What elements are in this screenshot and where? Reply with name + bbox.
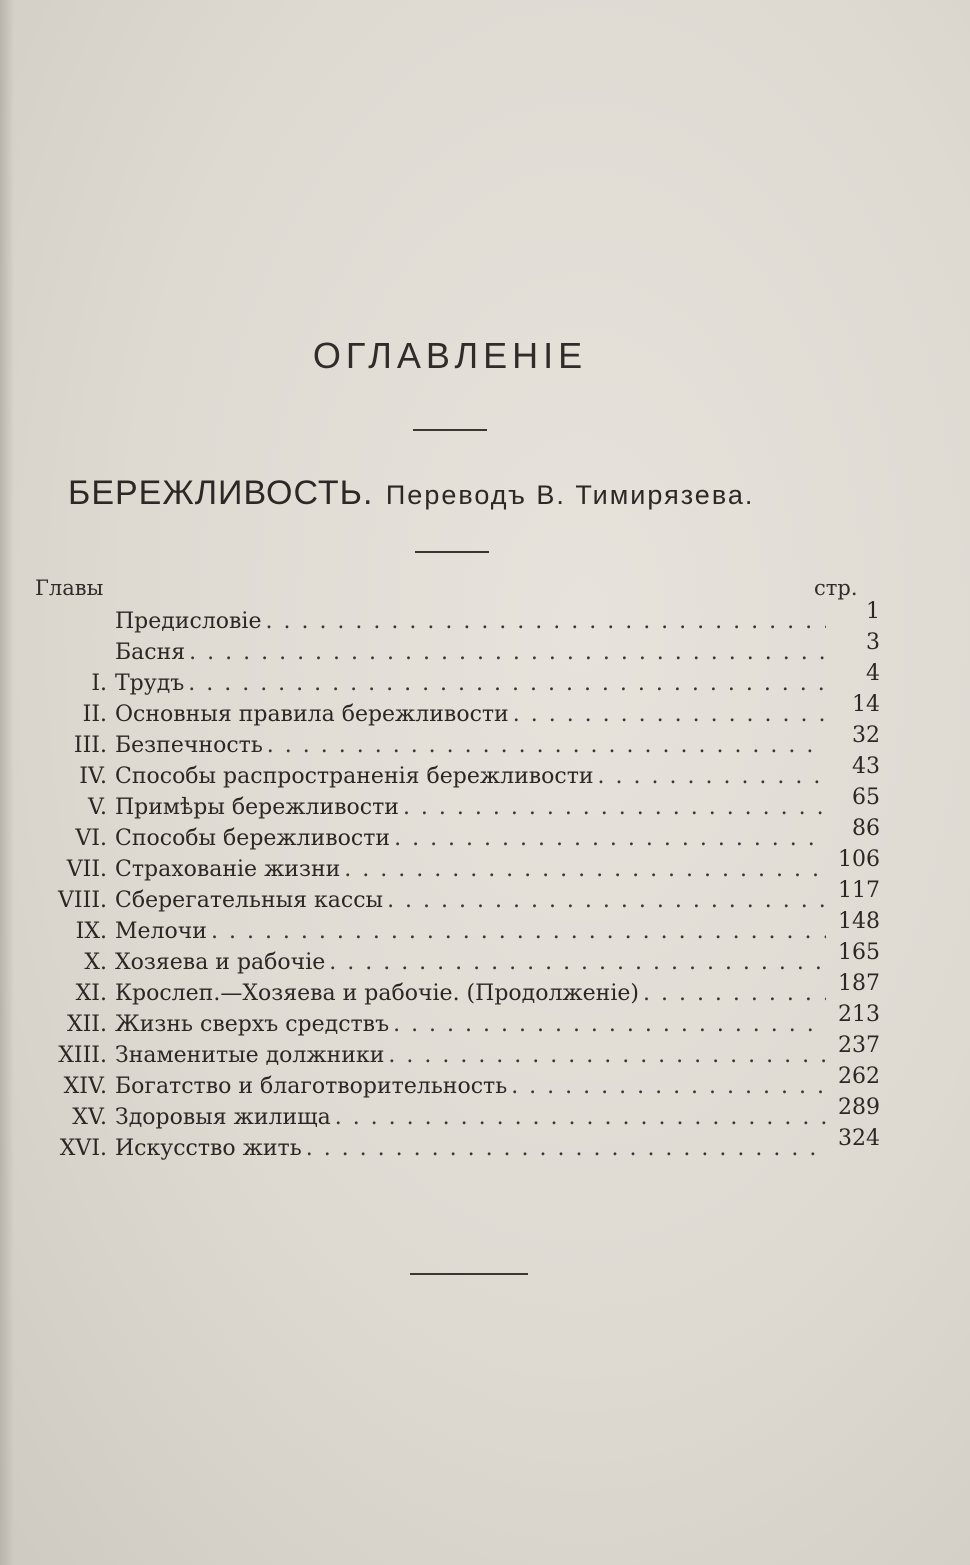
page-number: 14 <box>852 692 880 717</box>
chapters-column-header: Главы <box>35 576 104 600</box>
chapter-title: Искусство жить <box>115 1136 302 1161</box>
chapter-number: IX. <box>75 919 107 944</box>
toc-entry <box>30 754 880 792</box>
page-number: 4 <box>866 661 880 686</box>
chapter-number: XI. <box>75 981 107 1006</box>
page-number: 213 <box>838 1002 880 1027</box>
toc-entry <box>30 1033 880 1071</box>
chapter-number: V. <box>87 795 107 820</box>
dot-leader <box>306 1133 826 1164</box>
toc-entry <box>30 1002 880 1040</box>
toc-entry <box>30 1095 880 1133</box>
chapter-number: X. <box>84 950 107 975</box>
page-number: 148 <box>838 909 880 934</box>
dot-leader <box>267 730 826 761</box>
page-number: 237 <box>838 1033 880 1058</box>
chapter-title: Безпечность <box>115 733 263 758</box>
dot-leader <box>403 792 826 823</box>
chapter-number: XIV. <box>63 1074 107 1099</box>
chapter-number: III. <box>73 733 107 758</box>
dot-leader <box>598 761 826 792</box>
page-binding-shadow <box>0 0 14 1565</box>
toc-entry <box>30 878 880 916</box>
page-number: 32 <box>852 723 880 748</box>
toc-entry <box>30 971 880 1009</box>
page-number: 289 <box>838 1095 880 1120</box>
chapter-title: Способы бережливости <box>115 826 391 851</box>
dot-leader <box>643 978 826 1009</box>
dot-leader <box>335 1102 826 1133</box>
dot-leader <box>513 699 826 730</box>
toc-entry <box>30 785 880 823</box>
chapter-title: Басня <box>115 640 186 665</box>
book-title: БЕРЕЖЛИВОСТЬ. <box>68 474 374 512</box>
chapter-number: IV. <box>79 764 107 789</box>
chapter-title: Сберегательныя кассы <box>115 888 384 913</box>
dot-leader <box>265 606 826 637</box>
chapter-title: Хозяева и рабочіе <box>115 950 326 975</box>
chapter-title: Предисловіе <box>115 609 262 634</box>
chapter-title: Основныя правила бережливости <box>115 702 509 727</box>
page-number: 165 <box>838 940 880 965</box>
pages-column-header: стр. <box>814 576 858 600</box>
chapter-number: XII. <box>66 1012 107 1037</box>
page-number: 86 <box>852 816 880 841</box>
chapter-number: VIII. <box>58 888 107 913</box>
divider-rule <box>413 429 487 431</box>
chapter-number: XIII. <box>58 1043 107 1068</box>
chapter-title: Крослеп.—Хозяева и рабочіе. (Продолженіе) <box>115 981 639 1006</box>
toc-entry <box>30 599 880 637</box>
page-number: 3 <box>866 630 880 655</box>
dot-leader <box>387 885 826 916</box>
chapter-number: I. <box>91 671 107 696</box>
book-subtitle <box>68 474 848 513</box>
dot-leader <box>329 947 826 978</box>
dot-leader <box>344 854 826 885</box>
toc-entry <box>30 630 880 668</box>
chapter-title: Богатство и благотворительность <box>115 1074 508 1099</box>
page-number: 187 <box>838 971 880 996</box>
page-number: 262 <box>838 1064 880 1089</box>
page-number: 106 <box>838 847 880 872</box>
dot-leader <box>388 1040 826 1071</box>
divider-rule <box>410 1273 528 1275</box>
page-number: 117 <box>838 878 880 903</box>
page-number: 324 <box>838 1126 880 1151</box>
chapter-title: Страхованіе жизни <box>115 857 341 882</box>
toc-entry <box>30 816 880 854</box>
table-of-contents <box>30 599 880 1164</box>
dot-leader <box>188 668 826 699</box>
translator-credit: Переводъ В. Тимирязева. <box>385 480 755 510</box>
dot-leader <box>394 823 826 854</box>
chapter-number: XVI. <box>59 1136 107 1161</box>
toc-entry <box>30 1126 880 1164</box>
dot-leader <box>211 916 826 947</box>
toc-entry <box>30 1064 880 1102</box>
dot-leader <box>511 1071 826 1102</box>
chapter-title: Трудъ <box>115 671 185 696</box>
chapter-number: XV. <box>72 1105 107 1130</box>
chapter-number: II. <box>82 702 107 727</box>
chapter-title: Жизнь сверхъ средствъ <box>115 1012 390 1037</box>
dot-leader <box>189 637 826 668</box>
toc-entry <box>30 723 880 761</box>
chapter-title: Знаменитые должники <box>115 1043 385 1068</box>
chapter-title: Способы распространенія бережливости <box>115 764 594 789</box>
page-number: 1 <box>866 599 880 624</box>
chapter-title: Примѣры бережливости <box>115 795 399 820</box>
toc-entry <box>30 940 880 978</box>
chapter-number: VI. <box>75 826 107 851</box>
divider-rule <box>415 551 489 553</box>
toc-entry <box>30 661 880 699</box>
toc-entry <box>30 909 880 947</box>
page-number: 43 <box>852 754 880 779</box>
chapter-title: Здоровыя жилища <box>115 1105 331 1130</box>
dot-leader <box>393 1009 826 1040</box>
chapter-title: Мелочи <box>115 919 207 944</box>
page-title: ОГЛАВЛЕНІЕ <box>312 335 588 376</box>
chapter-number: VII. <box>66 857 107 882</box>
page-number: 65 <box>852 785 880 810</box>
toc-entry <box>30 692 880 730</box>
toc-entry <box>30 847 880 885</box>
